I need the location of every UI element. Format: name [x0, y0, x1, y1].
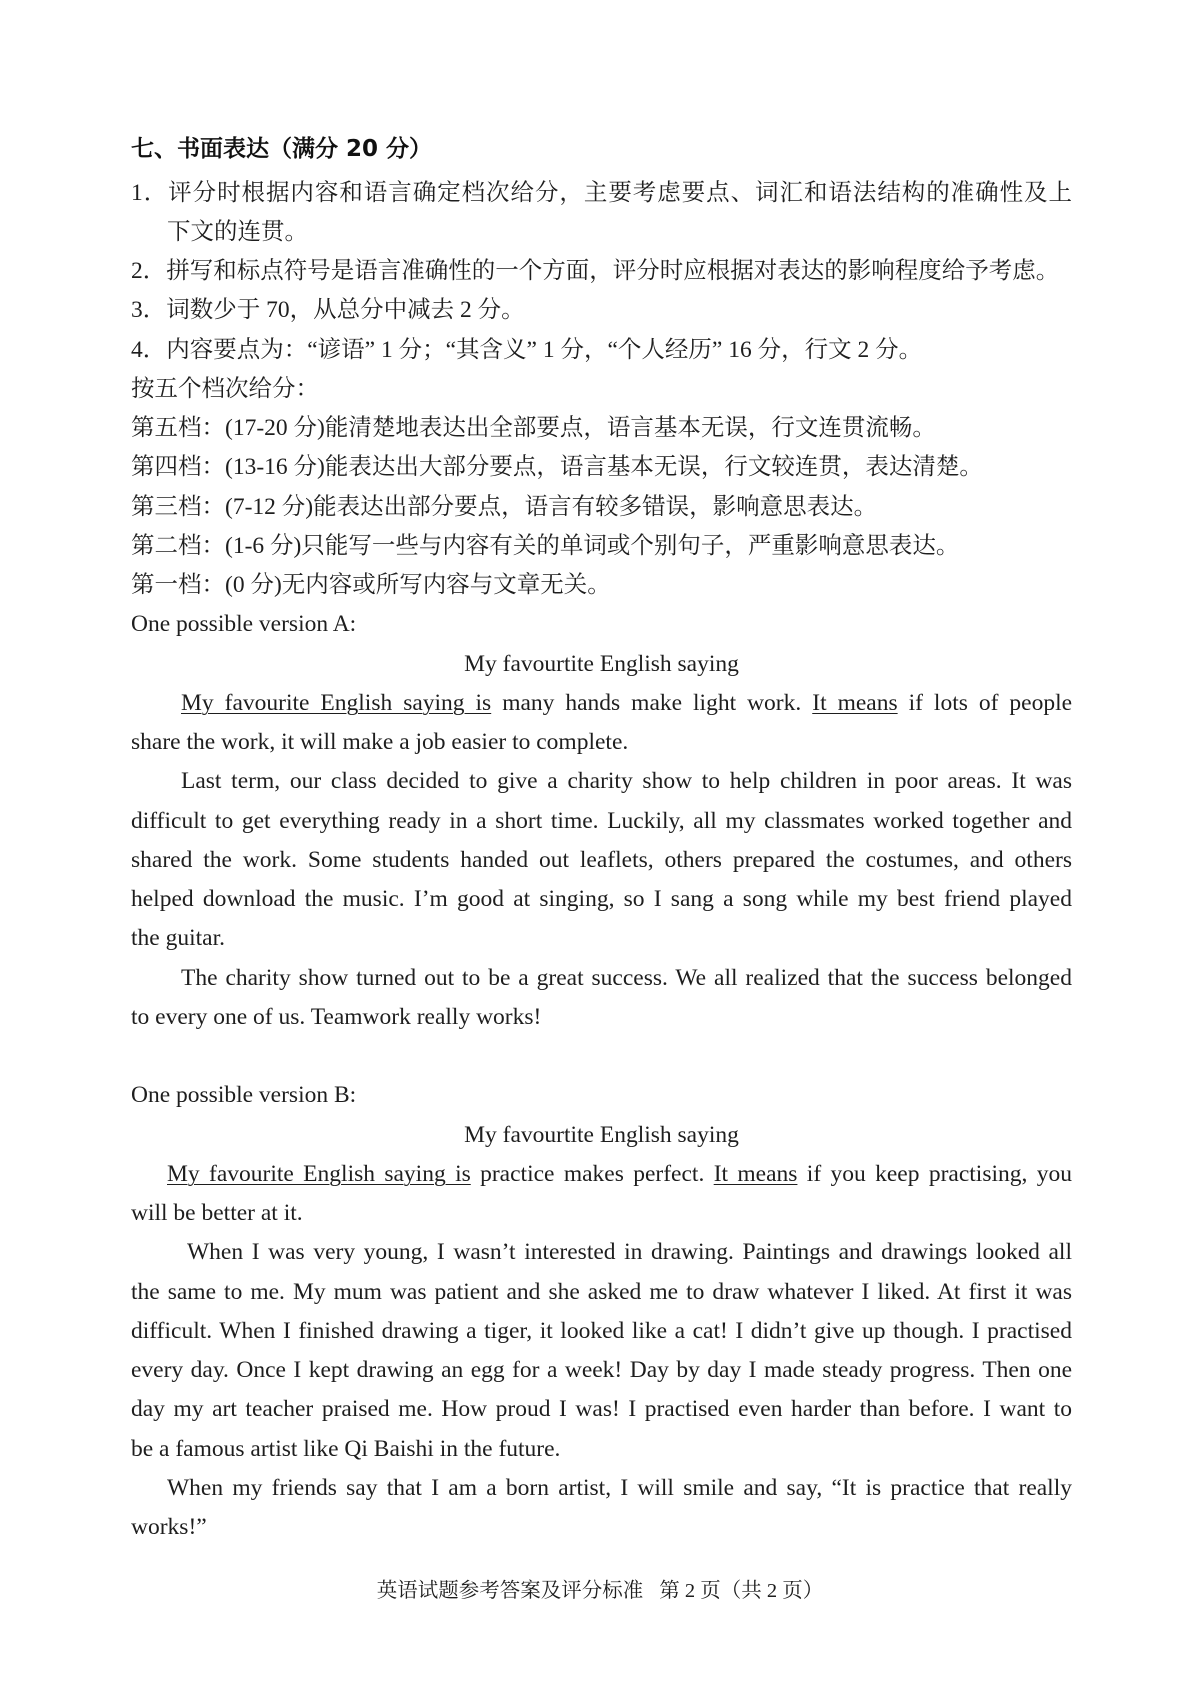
- essay-b-paragraph-1-line-1: [131, 1155, 1072, 1194]
- meaning-text: if you keep practising, you: [806, 1160, 1072, 1187]
- saying-text: practice makes perfect.: [480, 1160, 705, 1187]
- section-title: 七、书面表达（满分 20 分）: [131, 136, 433, 162]
- essay-a-paragraph-2-line-4: helped download the music. I’m good at singing, so I sang a song while my best friend played: [131, 886, 1072, 912]
- footer-page-number: 第 2 页（共 2 页）: [659, 1580, 824, 1602]
- scoring-rule-2: 2．拼写和标点符号是语言准确性的一个方面，评分时应根据对表达的影响程度给予考虑。: [131, 258, 1060, 284]
- essay-b-label: One possible version B:: [131, 1082, 357, 1109]
- grading-level-2: 第二档：(1-6 分)只能写一些与内容有关的单词或个别句子，严重影响意思表达。: [131, 532, 960, 559]
- essay-b-paragraph-2-line-5: day my art teacher praised me. How proud I was! I practised even harder than before. I want to: [131, 1396, 1072, 1423]
- essay-b-paragraph-3-line-1: When my friends say that I am a born artist, I will smile and say, “It is practice that really: [167, 1474, 1072, 1501]
- essay-a-paragraph-1-line-2: share the work, it will make a job easier to complete.: [131, 729, 629, 755]
- grading-intro: 按五个档次给分：: [131, 375, 319, 402]
- essay-b-paragraph-2-line-6: be a famous artist like Qi Baishi in the future.: [131, 1435, 561, 1462]
- essay-a-label: One possible version A:: [131, 611, 357, 638]
- underlined-saying-phrase: My favourite English saying is: [181, 689, 492, 716]
- essay-b-paragraph-3-line-2: works!”: [131, 1514, 207, 1540]
- underlined-saying-phrase: My favourite English saying is: [167, 1160, 471, 1187]
- essay-b-paragraph-2-line-3: difficult. When I finished drawing a tiger, it looked like a cat! I didn’t give up though. I practised: [131, 1317, 1072, 1344]
- scoring-rule-3: 3．词数少于 70，从总分中减去 2 分。: [131, 297, 525, 324]
- essay-b-paragraph-2-line-2: the same to me. My mum was patient and she asked me to draw whatever I liked. At first it was: [131, 1278, 1072, 1305]
- essay-a-paragraph-3-line-1: The charity show turned out to be a great success. We all realized that the success belonged: [181, 964, 1072, 991]
- grading-level-3: 第三档：(7-12 分)能表达出部分要点，语言有较多错误，影响意思表达。: [131, 493, 878, 520]
- essay-a-paragraph-2-line-5: the guitar.: [131, 925, 225, 952]
- essay-a-paragraph-1-line-1: [131, 684, 1072, 723]
- meaning-text: if lots of people: [908, 689, 1073, 716]
- blank-line: [131, 1037, 1072, 1076]
- grading-level-4: 第四档：(13-16 分)能表达出大部分要点，语言基本无误，行文较连贯，表达清楚。: [131, 454, 983, 481]
- essay-a-paragraph-2-line-2: difficult to get everything ready in a short time. Luckily, all my classmates worked together and: [131, 807, 1072, 834]
- scoring-rule-1-line-2: 下文的连贯。: [167, 218, 308, 245]
- scoring-rule-4: 4．内容要点为：“谚语” 1 分；“其含义” 1 分，“个人经历” 16 分，行文 2 分。: [131, 336, 923, 363]
- footer-document-title: 英语试题参考答案及评分标准: [376, 1580, 644, 1602]
- essay-a-paragraph-2-line-3: shared the work. Some students handed out leaflets, others prepared the costumes, and others: [131, 846, 1072, 873]
- essay-a-title: My favourtite English saying: [464, 650, 739, 677]
- essay-b-paragraph-2-line-4: every day. Once I kept drawing an egg for a week! Day by day I made steady progress. Then one: [131, 1357, 1072, 1383]
- underlined-it-means: It means: [812, 689, 898, 716]
- underlined-it-means: It means: [713, 1160, 798, 1187]
- page-footer: [0, 1576, 1200, 1606]
- essay-b-title: My favourtite English saying: [464, 1121, 739, 1148]
- grading-level-5: 第五档：(17-20 分)能清楚地表达出全部要点，语言基本无误，行文连贯流畅。: [131, 415, 936, 441]
- document-body: [131, 174, 1072, 1548]
- essay-a-paragraph-2-line-1: Last term, our class decided to give a charity show to help children in poor areas. It was: [181, 768, 1072, 795]
- saying-text: many hands make light work.: [502, 689, 802, 716]
- grading-level-1: 第一档：(0 分)无内容或所写内容与文章无关。: [131, 572, 611, 598]
- essay-a-paragraph-3-line-2: to every one of us. Teamwork really works!: [131, 1003, 542, 1030]
- essay-b-paragraph-2-line-1: When I was very young, I wasn’t interested in drawing. Paintings and drawings looked all: [187, 1239, 1072, 1266]
- essay-b-paragraph-1-line-2: will be better at it.: [131, 1200, 303, 1226]
- scoring-rule-1-line-1: 1．评分时根据内容和语言确定档次给分，主要考虑要点、词汇和语法结构的准确性及上: [131, 179, 1072, 206]
